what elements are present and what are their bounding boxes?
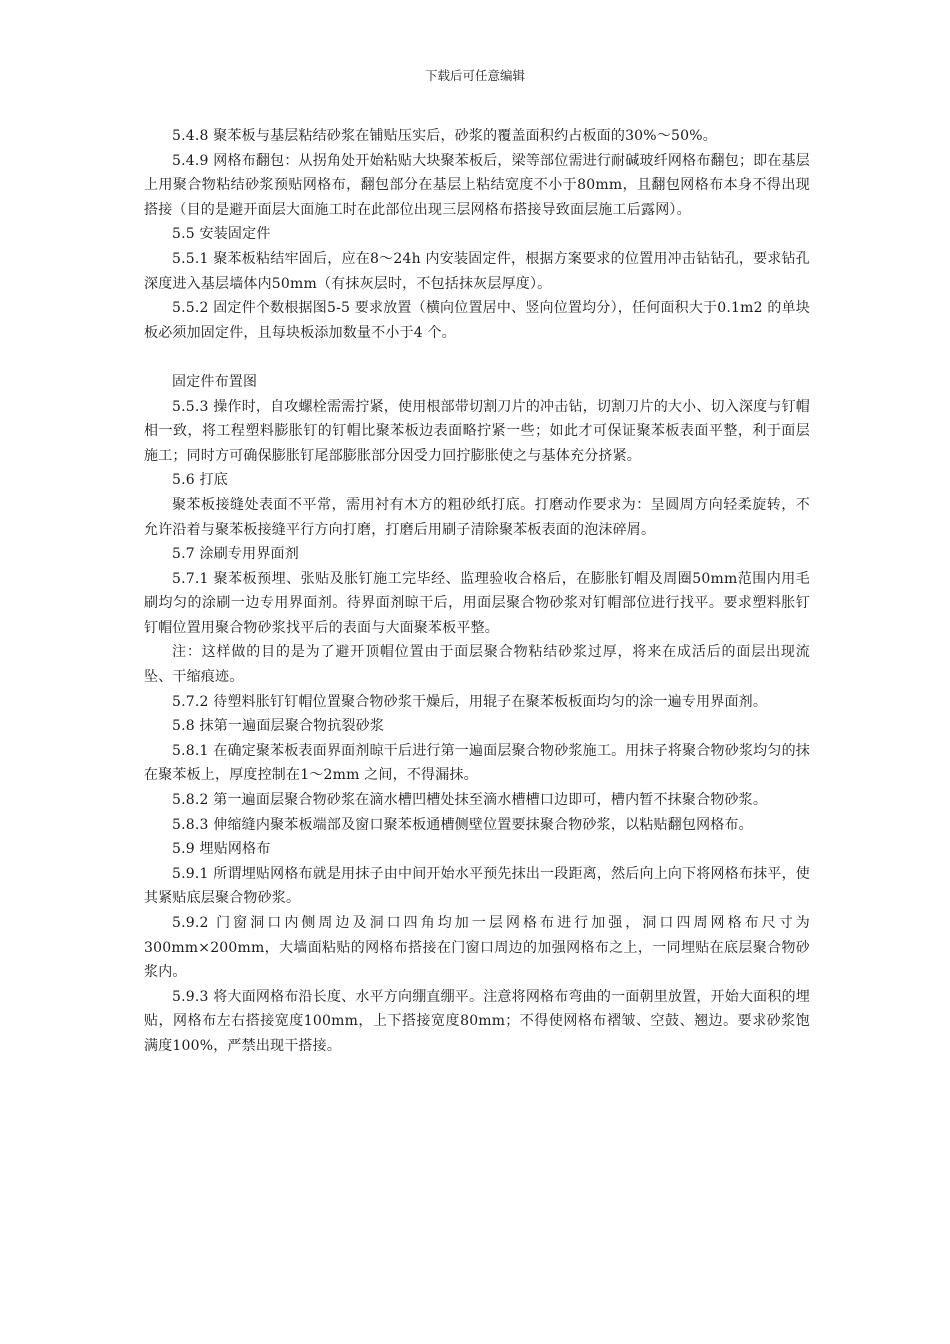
paragraph: 5.7.2 待塑料胀钉钉帽位置聚合物砂浆干燥后，用辊子在聚苯板板面均匀的涂一遍专用界面剂。	[172, 693, 768, 710]
paragraph: 5.9.2 门窗洞口内侧周边及洞口四角均加一层网格布进行加强，洞口四周网格布尺寸为300mm×200mm，大墙面粘贴的网格布搭接在门窗口周边的加强网格布之上，一同埋贴在底层聚合物砂浆内。	[144, 915, 810, 981]
section-heading: 5.6 打底	[172, 472, 228, 489]
page-header: 下载后可任意编辑	[424, 68, 525, 83]
section-heading: 5.5 安装固定件	[172, 226, 271, 243]
paragraph: 5.9.1 所谓埋贴网格布就是用抹子由中间开始水平预先抹出一段距离，然后向上向下将网格布抹平，使其紧贴底层聚合物砂浆。	[144, 865, 810, 907]
note-paragraph: 注：这样做的目的是为了避开顶帽位置由于面层聚合物粘结砂浆过厚，将来在成活后的面层出现流坠、干缩痕迹。	[144, 644, 810, 686]
figure-caption: 固定件布置图	[172, 373, 258, 390]
blank-line	[144, 345, 810, 370]
paragraph: 5.8.2 第一遍面层聚合物砂浆在滴水槽凹槽处抹至滴水槽槽口边即可，槽内暂不抹聚合物砂浆。	[172, 792, 768, 809]
paragraph: 5.5.2 固定件个数根据图5-5 要求放置（横向位置居中、竖向位置均分），任何面积大于0.1m2 的单块板必须加固定件，且每块板添加数量不小于4 个。	[144, 300, 810, 341]
paragraph: 5.5.3 操作时，自攻螺栓需需拧紧，使用根部带切割刀片的冲击钻，切割刀片的大小、切入深度与钉帽相一致，将工程塑料膨胀钉的钉帽比聚苯板边表面略拧紧一些；如此才可保证聚苯板表面平整，利于面层施工；同时方可确保膨胀钉尾部膨胀部分因受力回拧膨胀使之与基体充分挤紧。	[144, 398, 810, 464]
section-heading: 5.9 埋贴网格布	[172, 841, 271, 858]
section-heading: 5.7 涂刷专用界面剂	[172, 546, 299, 563]
paragraph: 5.5.1 聚苯板粘结牢固后，应在8～24h 内安装固定件，根据方案要求的位置用冲击钻钻孔，要求钻孔深度进入基层墙体内50mm（有抹灰层时，不包括抹灰层厚度）。	[144, 250, 810, 292]
paragraph: 5.9.3 将大面网格布沿长度、水平方向绷直绷平。注意将网格布弯曲的一面朝里放置，开始大面积的埋贴，网格布左右搭接宽度100mm，上下搭接宽度80mm；不得使网格布褶皱、空鼓、翘边。要求砂浆饱满度100%，严禁出现干搭接。	[144, 988, 810, 1054]
paragraph: 5.4.9 网格布翻包：从拐角处开始粘贴大块聚苯板后，梁等部位需进行耐碱玻纤网格布翻包；即在基层上用聚合物粘结砂浆预贴网格布，翻包部分在基层上粘结宽度不小于80mm，且翻包网格布本身不得出现搭接（目的是避开面层大面施工时在此部位出现三层网格布搭接导致面层施工后露网）。	[144, 152, 810, 218]
paragraph: 5.8.3 伸缩缝内聚苯板端部及窗口聚苯板通槽侧壁位置要抹聚合物砂浆，以粘贴翻包网格布。	[172, 816, 753, 833]
paragraph: 5.7.1 聚苯板预埋、张贴及胀钉施工完毕经、监理验收合格后，在膨胀钉帽及周圈50mm范围内用毛刷均匀的涂刷一边专用界面剂。待界面剂晾干后，用面层聚合物砂浆对钉帽部位进行找平。要求塑料胀钉钉帽位置用聚合物砂浆找平后的表面与大面聚苯板平整。	[144, 570, 810, 636]
section-heading: 5.8 抹第一遍面层聚合物抗裂砂浆	[172, 718, 385, 735]
document-body	[144, 124, 810, 1059]
paragraph: 5.8.1 在确定聚苯板表面界面剂晾干后进行第一遍面层聚合物砂浆施工。用抹子将聚合物砂浆均匀的抹在聚苯板上，厚度控制在1～2mm 之间，不得漏抹。	[144, 742, 810, 784]
paragraph: 聚苯板接缝处表面不平常，需用衬有木方的粗砂纸打底。打磨动作要求为：呈圆周方向轻柔旋转，不允许沿着与聚苯板接缝平行方向打磨，打磨后用刷子清除聚苯板表面的泡沫碎屑。	[144, 496, 810, 538]
paragraph: 5.4.8 聚苯板与基层粘结砂浆在铺贴压实后，砂浆的覆盖面积约占板面的30%～50%。	[172, 128, 717, 144]
